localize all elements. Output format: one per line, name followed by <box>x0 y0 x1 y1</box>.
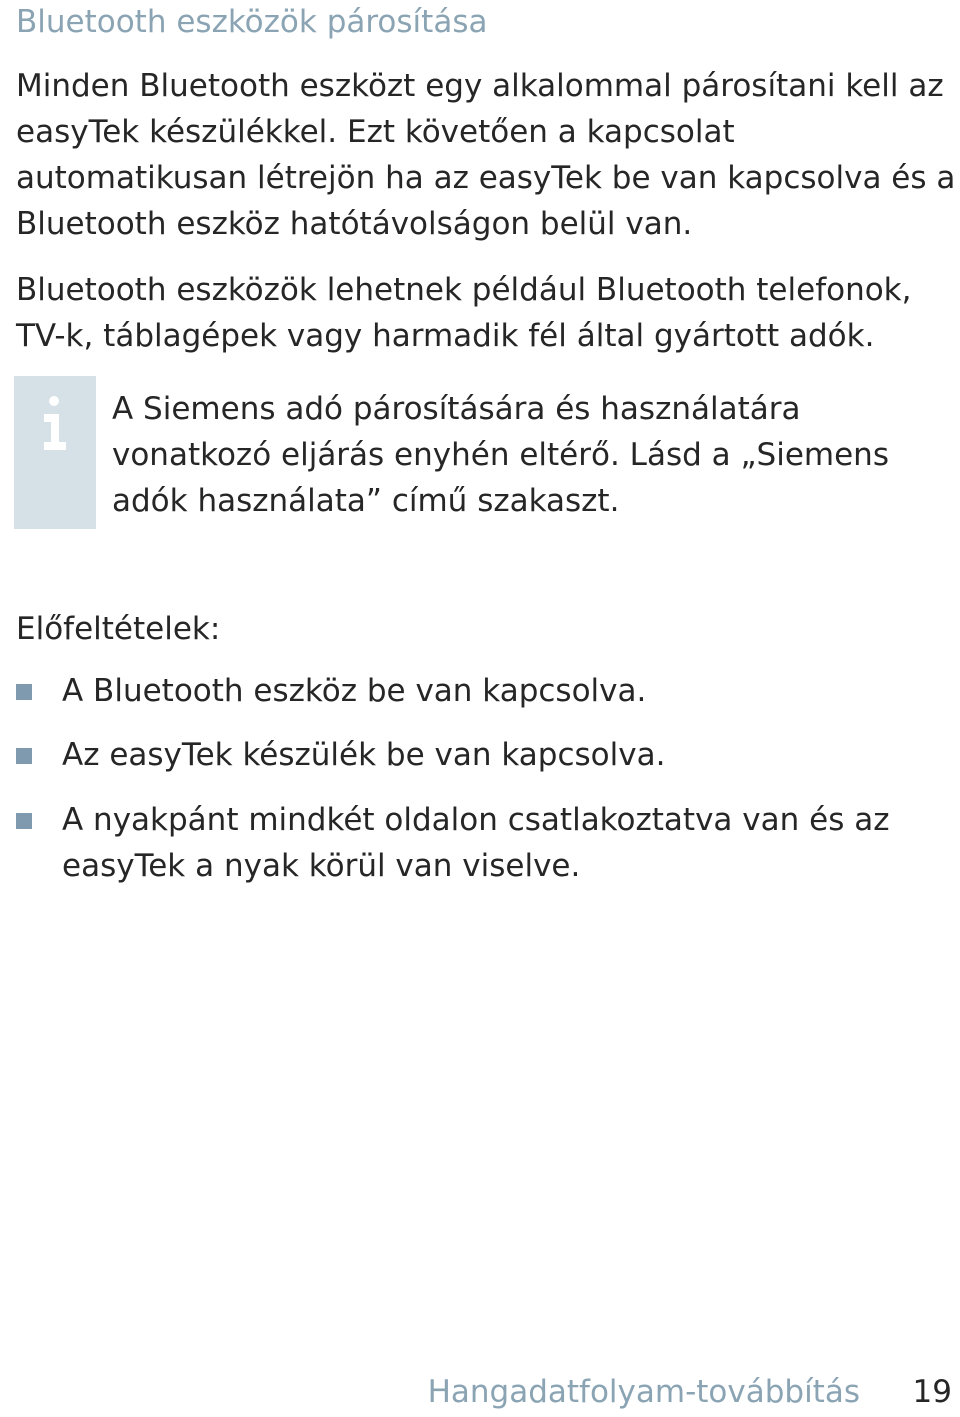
note-bar <box>14 376 96 529</box>
bullet-square-icon <box>16 684 32 700</box>
section-heading: Bluetooth eszközök párosítása <box>16 4 488 40</box>
page-number: 19 <box>912 1374 952 1410</box>
intro-paragraph: Minden Bluetooth eszközt egy alkalommal párosítani kell az easyTek készülékkel. Ezt követően a kapcsolat automatikusan létrejön ha az easyTek be van kapcsolva és a Bluetooth eszköz hatótávolságon belül van. <box>16 68 956 242</box>
bullet-square-icon <box>16 813 32 829</box>
bullet-square-icon <box>16 748 32 764</box>
examples-paragraph: Bluetooth eszközök lehetnek például Bluetooth telefonok, TV-k, táblagépek vagy harmadik fél által gyártott adók. <box>16 272 912 354</box>
info-icon <box>40 394 70 452</box>
list-item-text: A Bluetooth eszköz be van kapcsolva. <box>62 673 647 709</box>
list-item-text: A nyakpánt mindkét oldalon csatlakoztatva van és az easyTek a nyak körül van viselve. <box>62 802 890 884</box>
list-item-text: Az easyTek készülék be van kapcsolva. <box>62 737 666 773</box>
prerequisites-label: Előfeltételek: <box>16 611 221 647</box>
note-text: A Siemens adó párosítására és használatára vonatkozó eljárás enyhén eltérő. Lásd a „Siemens adók használata” című szakaszt. <box>112 391 889 519</box>
footer-section-title: Hangadatfolyam-továbbítás <box>427 1374 860 1410</box>
